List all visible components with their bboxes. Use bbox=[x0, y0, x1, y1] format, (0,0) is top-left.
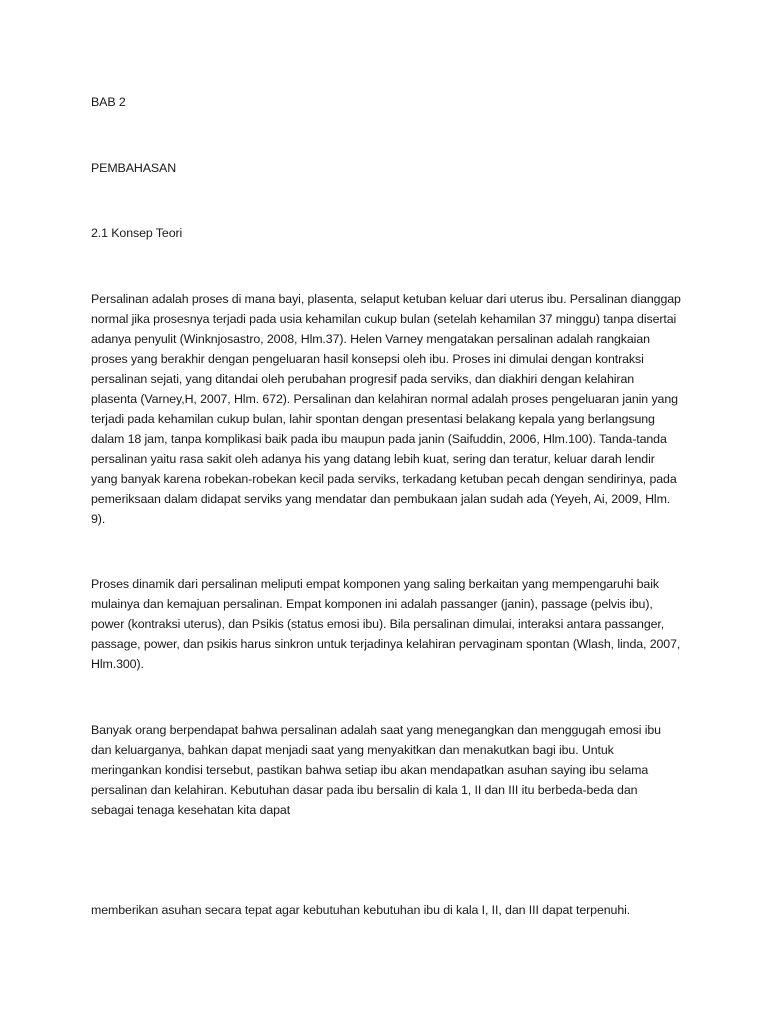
paragraph-continuation: memberikan asuhan secara tepat agar kebutuhan kebutuhan ibu di kala I, II, dan III dapat terpenuhi. bbox=[91, 903, 631, 917]
paragraph-kebutuhan-dasar: Banyak orang berpendapat bahwa persalinan adalah saat yang menegangkan dan menggugah emosi ibu dan keluarganya, bahkan dapat menjadi saat yang menyakitkan dan menakutkan bagi ibu. Untuk meringankan kondisi tersebut, pastikan bahwa setiap ibu akan mendapatkan asuhan saying ibu selama persalinan dan kelahiran. Kebutuhan dasar pada ibu bersalin di kala 1, II dan III itu berbeda-beda dan sebagai tenaga kesehatan kita dapat bbox=[91, 723, 661, 817]
chapter-title: PEMBAHASAN bbox=[91, 161, 177, 175]
chapter-number: BAB 2 bbox=[91, 95, 126, 109]
section-title: 2.1 Konsep Teori bbox=[91, 226, 183, 240]
paragraph-persalinan-definition: Persalinan adalah proses di mana bayi, plasenta, selaput ketuban keluar dari uterus ibu. Persalinan dianggap normal jika prosesnya terjadi pada usia kehamilan cukup bulan (setelah kehamilan 37 minggu) tanpa disertai adanya penyulit (Winknjosastro, 2008, Hlm.37). Helen Varney mengatakan persalinan adalah rangkaian proses yang berakhir dengan pengeluaran hasil konsepsi oleh ibu. Proses ini dimulai dengan kontraksi persalinan sejati, yang ditandai oleh perubahan progresif pada serviks, dan diakhiri dengan kelahiran plasenta (Varney,H, 2007, Hlm. 672). Persalinan dan kelahiran normal adalah proses pengeluaran janin yang terjadi pada kehamilan cukup bulan, lahir spontan dengan presentasi belakang kepala yang berlangsung dalam 18 jam, tanpa komplikasi baik pada ibu maupun pada janin (Saifuddin, 2006, Hlm.100). Tanda-tanda persalinan yaitu rasa sakit oleh adanya his yang datang lebih kuat, sering dan teratur, keluar darah lendir yang banyak karena robekan-robekan kecil pada serviks, terkadang ketuban pecah dengan sendirinya, pada pemeriksaan dalam didapat serviks yang mendatar dan pembukaan jalan sudah ada (Yeyeh, Ai, 2009, Hlm. 9). bbox=[91, 292, 681, 526]
paragraph-proses-dinamik: Proses dinamik dari persalinan meliputi empat komponen yang saling berkaitan yang mempengaruhi baik mulainya dan kemajuan persalinan. Empat komponen ini adalah passanger (janin), passage (pelvis ibu), power (kontraksi uterus), dan Psikis (status emosi ibu). Bila persalinan dimulai, interaksi antara passanger, passage, power, dan psikis harus sinkron untuk terjadinya kelahiran pervaginam spontan (Wlash, linda, 2007, Hlm.300). bbox=[91, 577, 681, 671]
